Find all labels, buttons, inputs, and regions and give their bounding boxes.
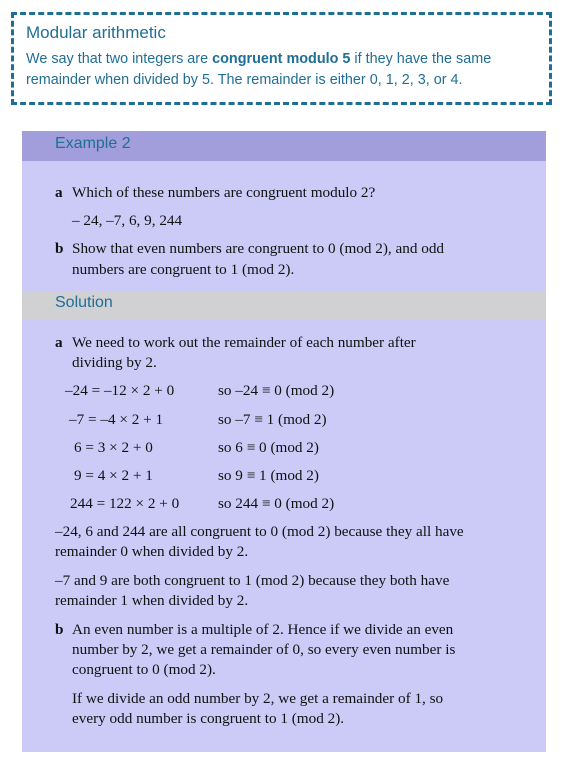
example-b-line1: Show that even numbers are congruent to 0 (mod 2), and odd — [72, 240, 445, 257]
example-a-question: Which of these numbers are congruent modulo 2? — [72, 184, 376, 201]
example-a-label: a — [55, 184, 63, 201]
solution-a-line1: We need to work out the remainder of each number after — [72, 334, 416, 351]
working-eq-1: –24 = –12 × 2 + 0 — [65, 382, 175, 399]
conclusion-1-line1: –24, 6 and 244 are all congruent to 0 (mod 2) because they all have — [55, 523, 464, 540]
working-result-5: so 244 ≡ 0 (mod 2) — [218, 495, 335, 512]
solution-b2-line1: If we divide an odd number by 2, we get a remainder of 1, so — [72, 690, 444, 707]
example-a-numbers: – 24, –7, 6, 9, 244 — [72, 212, 183, 229]
working-result-2: so –7 ≡ 1 (mod 2) — [218, 411, 327, 428]
definition-line1-end: if they have the same — [350, 51, 492, 67]
example-b-line2: numbers are congruent to 1 (mod 2). — [72, 261, 295, 278]
working-eq-5: 244 = 122 × 2 + 0 — [70, 495, 180, 512]
definition-text — [26, 49, 537, 91]
solution-a-line2: dividing by 2. — [72, 354, 157, 371]
working-eq-2: –7 = –4 × 2 + 1 — [69, 411, 164, 428]
example-panel — [22, 131, 546, 752]
solution-b2-line2: every odd number is congruent to 1 (mod 2). — [72, 710, 345, 727]
working-result-4: so 9 ≡ 1 (mod 2) — [218, 467, 319, 484]
solution-b-line1: An even number is a multiple of 2. Hence if we divide an even — [72, 621, 454, 638]
solution-a-label: a — [55, 334, 63, 351]
solution-b-label: b — [55, 621, 64, 638]
working-result-3: so 6 ≡ 0 (mod 2) — [218, 439, 319, 456]
working-eq-3: 6 = 3 × 2 + 0 — [74, 439, 153, 456]
solution-title: Solution — [22, 291, 546, 319]
conclusion-2-line2: remainder 1 when divided by 2. — [55, 592, 249, 609]
definition-line1-start: We say that two integers are — [26, 51, 213, 67]
solution-b-line2: number by 2, we get a remainder of 0, so every even number is — [72, 641, 456, 658]
conclusion-1-line2: remainder 0 when divided by 2. — [55, 543, 249, 560]
definition-box — [11, 12, 552, 105]
example-b-label: b — [55, 240, 64, 257]
working-eq-4: 9 = 4 × 2 + 1 — [74, 467, 153, 484]
working-result-1: so –24 ≡ 0 (mod 2) — [218, 382, 335, 399]
example-title: Example 2 — [22, 131, 546, 161]
solution-b-line3: congruent to 0 (mod 2). — [72, 661, 216, 678]
definition-key-term: congruent modulo 5 — [212, 51, 351, 67]
definition-line2: remainder when divided by 5. The remainder is either 0, 1, 2, 3, or 4. — [26, 72, 463, 88]
definition-title: Modular arithmetic — [26, 23, 166, 42]
conclusion-2-line1: –7 and 9 are both congruent to 1 (mod 2) because they both have — [55, 572, 450, 589]
